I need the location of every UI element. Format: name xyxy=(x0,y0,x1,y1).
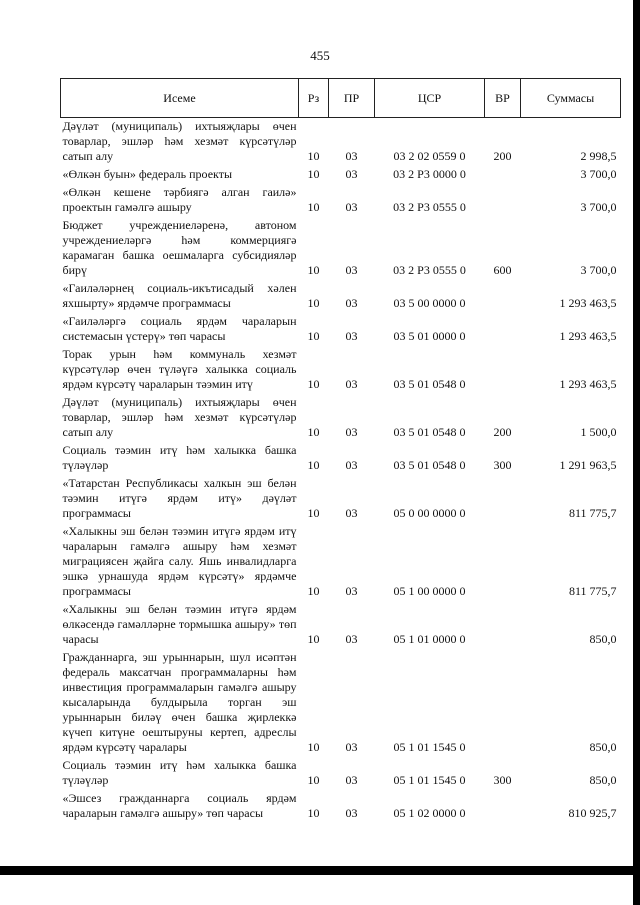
cell-name: «Халыкны эш белән тәэмин итүгә ярдәм өлкәсендә гамәлләрне тормышка ашыру» төп чарасы xyxy=(62,602,297,646)
cell-csr: 03 5 01 0548 0 xyxy=(393,425,466,439)
header-name: Исеме xyxy=(61,79,299,118)
cell-csr: 05 0 00 0000 0 xyxy=(393,506,466,520)
budget-table xyxy=(60,78,621,823)
cell-vr: 300 xyxy=(493,773,512,787)
cell-pr: 03 xyxy=(345,425,358,439)
cell-vr: 300 xyxy=(493,458,512,472)
cell-csr: 05 1 01 1545 0 xyxy=(393,773,466,787)
cell-rz: 10 xyxy=(307,740,320,754)
cell-vr xyxy=(485,313,521,346)
cell-name: «Татарстан Республикасы халкын эш белән тәэмин итүгә ярдәм итү» дәүләт программасы xyxy=(62,476,297,520)
cell-csr: 03 2 P3 0555 0 xyxy=(393,263,466,277)
cell-sum: 850,0 xyxy=(589,773,617,787)
cell-name: «Өлкән буын» федераль проекты xyxy=(62,167,233,181)
cell-pr: 03 xyxy=(345,329,358,343)
cell-pr: 03 xyxy=(345,377,358,391)
cell-csr: 03 5 01 0000 0 xyxy=(393,329,466,343)
cell-sum: 811 775,7 xyxy=(568,584,617,598)
cell-rz: 10 xyxy=(307,296,320,310)
cell-pr: 03 xyxy=(345,167,358,181)
table-row xyxy=(61,523,621,601)
cell-sum: 3 700,0 xyxy=(580,200,617,214)
cell-vr xyxy=(485,790,521,823)
cell-csr: 05 1 00 0000 0 xyxy=(393,584,466,598)
header-sum: Суммасы xyxy=(521,79,621,118)
cell-pr: 03 xyxy=(345,200,358,214)
cell-csr: 03 5 01 0548 0 xyxy=(393,458,466,472)
cell-sum: 811 775,7 xyxy=(568,506,617,520)
cell-rz: 10 xyxy=(307,149,320,163)
cell-pr: 03 xyxy=(345,149,358,163)
cell-name: Социаль тәэмин итү һәм халыкка башка түләүләр xyxy=(62,443,297,472)
table-row xyxy=(61,166,621,184)
table-row xyxy=(61,184,621,217)
cell-rz: 10 xyxy=(307,806,320,820)
cell-name: «Гаиләләргә социаль ярдәм чараларын системасын үстерү» төп чарасы xyxy=(62,314,297,343)
table-row xyxy=(61,442,621,475)
cell-vr xyxy=(485,346,521,394)
cell-csr: 05 1 01 1545 0 xyxy=(393,740,466,754)
cell-vr xyxy=(485,280,521,313)
cell-rz: 10 xyxy=(307,584,320,598)
table-row xyxy=(61,346,621,394)
cell-name: Торак урын һәм коммуналь хезмәт күрсәтүләр өчен түләүгә халыкка социаль ярдәм күрсәтү чараларын тәэмин итү xyxy=(62,347,297,391)
cell-rz: 10 xyxy=(307,377,320,391)
scan-edge-right xyxy=(633,0,640,905)
cell-vr xyxy=(485,523,521,601)
cell-sum: 3 700,0 xyxy=(580,263,617,277)
cell-name: Гражданнарга, эш урыннарын, шул исәптән федераль максатчан программаларны һәм инвестиция программаларын гамәлгә ашыру кысаларында булдырыла торган эш урыннарын биләү өчен башка җирлеккә күчеп китүне оештыруны кертеп, адреслы ярдәм күрсәтү чаралары xyxy=(62,650,297,754)
cell-name: «Эшсез гражданнарга социаль ярдәм чараларын гамәлгә ашыру» төп чарасы xyxy=(62,791,297,820)
scan-edge-bottom xyxy=(0,866,640,875)
cell-csr: 03 2 P3 0555 0 xyxy=(393,200,466,214)
table-row xyxy=(61,394,621,442)
cell-pr: 03 xyxy=(345,773,358,787)
cell-sum: 850,0 xyxy=(589,740,617,754)
cell-sum: 1 291 963,5 xyxy=(559,458,617,472)
cell-pr: 03 xyxy=(345,632,358,646)
cell-name: «Халыкны эш белән тәэмин итүгә ярдәм итү чараларын гамәлгә ашыру һәм хезмәт миграциясен җайга салу. Яшь инвалидларга эшкә урнашуда ярдәм күрсәтү» ярдәмче программасы xyxy=(62,524,297,598)
cell-rz: 10 xyxy=(307,167,320,181)
cell-sum: 1 293 463,5 xyxy=(559,377,617,391)
table-row xyxy=(61,118,621,167)
cell-csr: 05 1 02 0000 0 xyxy=(393,806,466,820)
cell-pr: 03 xyxy=(345,506,358,520)
cell-rz: 10 xyxy=(307,773,320,787)
cell-rz: 10 xyxy=(307,425,320,439)
cell-vr xyxy=(485,166,521,184)
cell-sum: 850,0 xyxy=(589,632,617,646)
cell-rz: 10 xyxy=(307,200,320,214)
cell-vr: 200 xyxy=(493,425,512,439)
cell-sum: 1 293 463,5 xyxy=(559,329,617,343)
cell-pr: 03 xyxy=(345,296,358,310)
cell-pr: 03 xyxy=(345,458,358,472)
cell-pr: 03 xyxy=(345,584,358,598)
table-body xyxy=(61,118,621,824)
page-number: 455 xyxy=(310,48,330,63)
cell-rz: 10 xyxy=(307,506,320,520)
header-pr: ПР xyxy=(329,79,375,118)
cell-rz: 10 xyxy=(307,263,320,277)
cell-csr: 03 5 01 0548 0 xyxy=(393,377,466,391)
cell-pr: 03 xyxy=(345,263,358,277)
header-vr: ВР xyxy=(485,79,521,118)
table-row xyxy=(61,649,621,757)
cell-vr xyxy=(485,184,521,217)
cell-sum: 3 700,0 xyxy=(580,167,617,181)
cell-sum: 810 925,7 xyxy=(568,806,617,820)
cell-vr: 200 xyxy=(493,149,512,163)
cell-rz: 10 xyxy=(307,329,320,343)
table-row xyxy=(61,217,621,280)
cell-sum: 1 293 463,5 xyxy=(559,296,617,310)
cell-vr xyxy=(485,649,521,757)
cell-pr: 03 xyxy=(345,806,358,820)
cell-csr: 03 2 02 0559 0 xyxy=(393,149,466,163)
cell-name: «Гаиләләрнең социаль-икътисадый хәлен яхшырту» ярдәмче программасы xyxy=(62,281,297,310)
header-rz: Рз xyxy=(299,79,329,118)
table-row xyxy=(61,313,621,346)
cell-vr: 600 xyxy=(493,263,512,277)
cell-name: Бюджет учреждениеләренә, автоном учреждениеләргә һәм коммерциягә карамаган башка оешмаларга субсидияләр бирү xyxy=(62,218,297,277)
cell-vr xyxy=(485,475,521,523)
cell-csr: 03 2 P3 0000 0 xyxy=(393,167,466,181)
cell-rz: 10 xyxy=(307,458,320,472)
table-row xyxy=(61,757,621,790)
cell-name: «Өлкән кешене тәрбиягә алган гаилә» проектын гамәлгә ашыру xyxy=(62,185,297,214)
table-row xyxy=(61,601,621,649)
cell-vr xyxy=(485,601,521,649)
table-header-row xyxy=(61,79,621,118)
table-row xyxy=(61,475,621,523)
cell-name: Дәүләт (муниципаль) ихтыяҗлары өчен товарлар, эшләр һәм хезмәт күрсәтүләр сатып алу xyxy=(62,395,297,439)
cell-csr: 05 1 01 0000 0 xyxy=(393,632,466,646)
cell-sum: 2 998,5 xyxy=(580,149,617,163)
cell-rz: 10 xyxy=(307,632,320,646)
cell-name: Социаль тәэмин итү һәм халыкка башка түләүләр xyxy=(62,758,297,787)
cell-sum: 1 500,0 xyxy=(580,425,617,439)
header-csr: ЦСР xyxy=(375,79,485,118)
cell-csr: 03 5 00 0000 0 xyxy=(393,296,466,310)
cell-pr: 03 xyxy=(345,740,358,754)
table-row xyxy=(61,790,621,823)
cell-name: Дәүләт (муниципаль) ихтыяҗлары өчен товарлар, эшләр һәм хезмәт күрсәтүләр сатып алу xyxy=(62,119,297,163)
table-row xyxy=(61,280,621,313)
